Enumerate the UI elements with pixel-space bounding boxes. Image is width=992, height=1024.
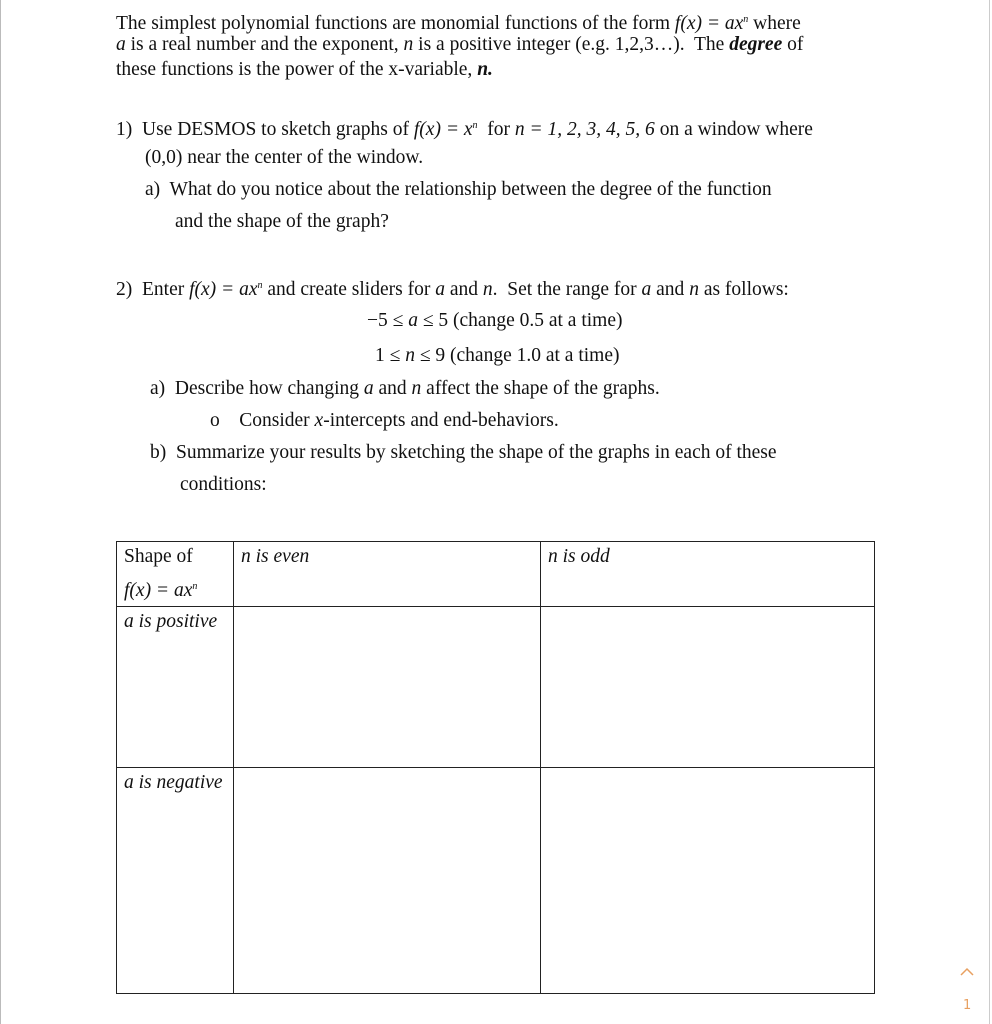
text-segment: -intercepts and end-behaviors. <box>323 410 559 431</box>
chevron-up-icon[interactable] <box>960 962 974 981</box>
question-2b-cont <box>180 473 267 497</box>
bullet-item <box>210 409 559 433</box>
text-segment: (0,0) near the center of the window. <box>145 147 424 168</box>
exponent: n <box>743 14 749 25</box>
page-number: 1 <box>963 998 972 1013</box>
text-segment: of <box>782 34 804 55</box>
text-segment: a <box>435 279 445 300</box>
text-segment: as follows: <box>698 279 789 300</box>
text-segment: 1) Use DESMOS to sketch graphs of <box>116 119 414 140</box>
question-2 <box>116 274 789 302</box>
text-segment: and <box>444 279 483 300</box>
text-segment: The simplest polynomial functions are monomial functions of the form <box>116 13 675 34</box>
text-segment: where <box>748 13 801 34</box>
text-segment: for <box>477 119 515 140</box>
header-label: Shape of <box>124 546 193 567</box>
cell-positive-odd[interactable] <box>541 607 875 768</box>
text-segment: a <box>116 34 126 55</box>
text-segment: . Set the range for <box>492 279 642 300</box>
text-segment: is a positive integer (e.g. 1,2,3…). The <box>413 34 730 55</box>
question-1a-cont <box>175 210 389 234</box>
text-segment: 2) Enter <box>116 279 190 300</box>
question-1 <box>116 114 813 142</box>
text-segment: on a window where <box>654 119 813 140</box>
question-2a <box>150 377 660 401</box>
text-segment: affect the shape of the graphs. <box>421 378 660 399</box>
text-segment: a <box>408 310 418 331</box>
header-cell-even: n is even <box>234 542 541 607</box>
text-segment: conditions: <box>180 474 267 495</box>
row-label-positive: a is positive <box>117 607 234 768</box>
table-row <box>117 768 875 994</box>
text-segment: f(x) = ax <box>189 279 258 300</box>
text-segment: n <box>403 34 414 55</box>
text-segment: o Consider <box>210 410 315 431</box>
question-2b <box>150 441 777 465</box>
text-segment: n. <box>477 59 493 80</box>
text-segment: is a real number and the exponent, <box>125 34 404 55</box>
intro-line <box>116 58 493 82</box>
text-segment: b) Summarize your results by sketching the shape of the graphs in each of these <box>150 442 777 463</box>
summary-table <box>116 541 875 994</box>
header-cell-odd: n is odd <box>541 542 875 607</box>
text-segment: x <box>314 410 324 431</box>
range-a <box>367 309 623 333</box>
table-header-row <box>117 542 875 607</box>
text-segment: degree <box>729 34 783 55</box>
text-segment: f(x) = ax <box>674 13 744 34</box>
text-segment: f(x) = x <box>413 119 473 140</box>
function-text: f(x) = ax <box>124 580 193 601</box>
text-segment: n = 1, 2, 3, 4, 5, 6 <box>514 119 655 140</box>
question-1a <box>145 178 772 202</box>
page-edge-right <box>989 0 990 1024</box>
text-segment: and <box>373 378 412 399</box>
question-1-cont <box>145 146 423 170</box>
text-segment: a <box>641 279 652 300</box>
intro-line <box>116 33 803 57</box>
table-row <box>117 607 875 768</box>
text-segment: a) What do you notice about the relationship between the degree of the function <box>145 179 772 200</box>
text-segment: these functions is the power of the x-variable, <box>116 59 478 80</box>
text-segment: a) Describe how changing <box>150 378 364 399</box>
cell-negative-odd[interactable] <box>541 768 875 994</box>
text-segment: n <box>411 378 422 399</box>
text-segment: −5 ≤ <box>367 310 409 331</box>
text-segment: 1 ≤ <box>375 345 406 366</box>
text-segment: n <box>482 279 493 300</box>
cell-negative-even[interactable] <box>234 768 541 994</box>
text-segment: n <box>405 345 415 366</box>
page-edge-left <box>0 0 1 1024</box>
text-segment: n <box>689 279 699 300</box>
text-segment: a <box>363 378 374 399</box>
text-segment: and the shape of the graph? <box>175 211 389 232</box>
exponent: n <box>257 280 263 291</box>
row-label-negative: a is negative <box>117 768 234 994</box>
text-segment: ≤ 9 (change 1.0 at a time) <box>414 345 620 366</box>
text-segment: and create sliders for <box>262 279 436 300</box>
range-n <box>375 344 620 368</box>
cell-positive-even[interactable] <box>234 607 541 768</box>
exponent: n <box>472 120 478 131</box>
header-function <box>124 572 226 606</box>
intro-line <box>116 8 801 36</box>
exponent: n <box>192 581 198 592</box>
header-cell-shape <box>117 542 234 607</box>
text-segment: and <box>651 279 690 300</box>
text-segment: ≤ 5 (change 0.5 at a time) <box>417 310 623 331</box>
